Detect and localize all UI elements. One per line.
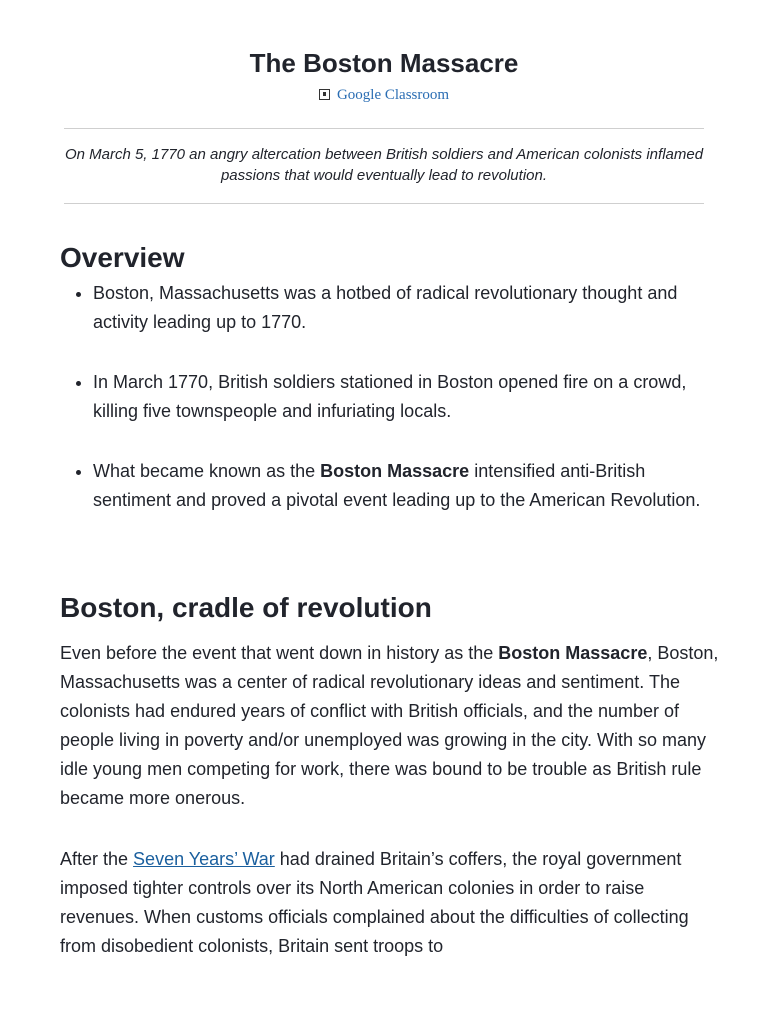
overview-item-text: In March 1770, British soldiers stationed in Boston opened fire on a crowd, killing five townspeople and infuriating locals. xyxy=(93,372,687,421)
cradle-of-revolution-heading: Boston, cradle of revolution xyxy=(60,592,432,623)
paragraph-text: had drained Britain’s coffers, the royal government imposed tighter controls over its North American colonies in order to raise revenues. When customs officials complained about the difficulties of collecting from disobedient colonists, Britain sent troops to xyxy=(60,849,689,956)
overview-item-bold: Boston Massacre xyxy=(320,461,470,481)
summary-divider-bottom xyxy=(64,203,704,204)
overview-list xyxy=(60,279,720,546)
seven-years-war-link[interactable]: Seven Years’ War xyxy=(133,849,275,869)
paragraph-text: After the xyxy=(60,849,134,869)
google-classroom-share[interactable] xyxy=(0,85,768,105)
body-paragraph xyxy=(60,639,720,813)
overview-item xyxy=(93,457,720,515)
overview-item-text: What became known as the xyxy=(93,461,321,481)
paragraph-text: , Boston, Massachusetts was a center of radical revolutionary ideas and sentiment. The colonists had endured years of conflict with British officials, and the number of people living in poverty and/or unemployed was growing in the city. With so many idle young men competing for work, there was bound to be trouble as British rule became more onerous. xyxy=(60,643,719,808)
article-summary: On March 5, 1770 an angry altercation between British soldiers and American colonists inflamed passions that would eventually lead to revolution. xyxy=(64,146,704,184)
body-paragraph xyxy=(60,845,720,961)
summary-divider-top xyxy=(64,128,704,129)
overview-item xyxy=(93,368,720,426)
google-classroom-link[interactable]: Google Classroom xyxy=(336,87,450,103)
overview-heading: Overview xyxy=(60,242,185,273)
overview-item xyxy=(93,279,720,337)
share-to-classroom-icon[interactable] xyxy=(319,89,330,100)
paragraph-text: Even before the event that went down in history as the xyxy=(60,643,499,663)
article-title: The Boston Massacre xyxy=(249,48,519,78)
overview-item-text: Boston, Massachusetts was a hotbed of radical revolutionary thought and activity leading up to 1770. xyxy=(93,283,678,332)
overview-item-text: intensified anti-British sentiment and proved a pivotal event leading up to the American Revolution. xyxy=(93,461,701,510)
paragraph-bold: Boston Massacre xyxy=(498,643,648,663)
